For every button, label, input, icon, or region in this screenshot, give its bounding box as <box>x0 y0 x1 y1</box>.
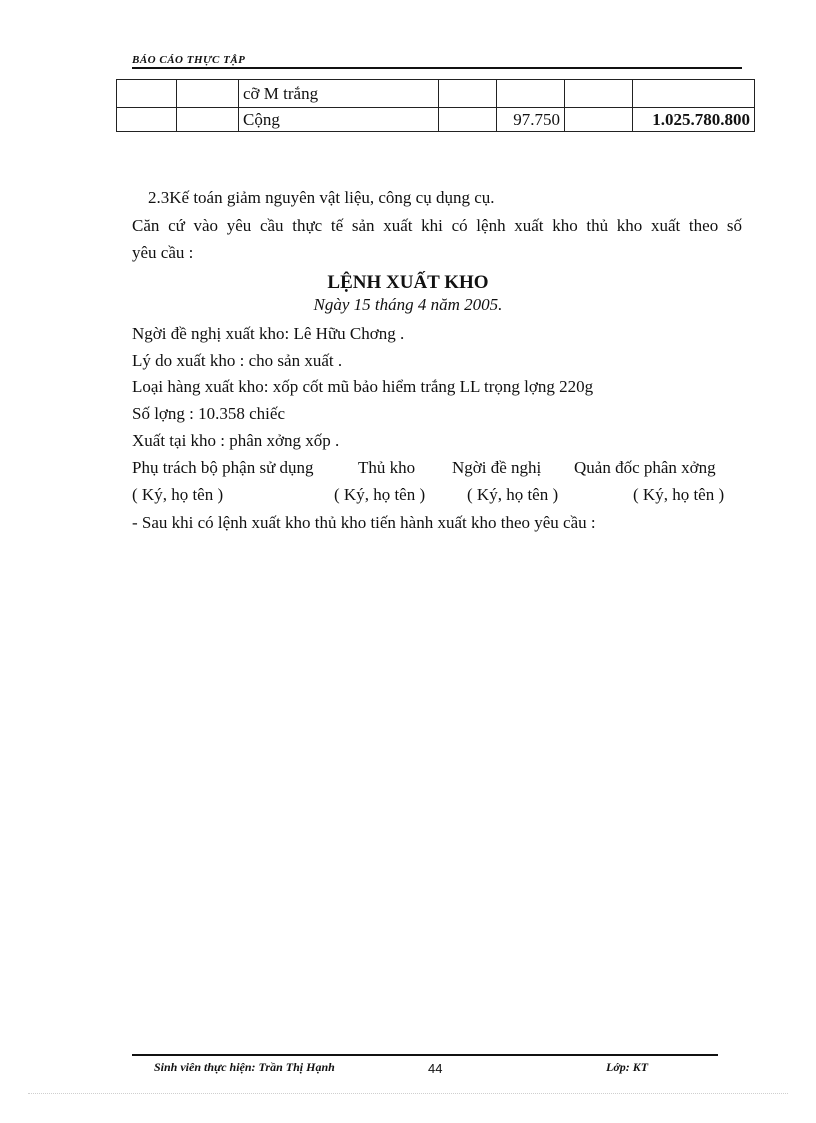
table-cell <box>439 80 497 108</box>
table-cell <box>565 80 633 108</box>
signer-usage-head: Phụ trách bộ phận sử dụng <box>132 458 314 477</box>
signer-workshop-manager: Quản đốc phân xởng <box>574 458 716 477</box>
sign-note: ( Ký, họ tên ) <box>467 485 559 504</box>
report-header-title: BÁO CÁO THỰC TẬP <box>132 54 246 66</box>
page-number: 44 <box>428 1061 443 1076</box>
table-cell: cỡ M trắng <box>239 80 439 108</box>
signer-storekeeper: Thủ kho <box>358 458 416 477</box>
header-rule <box>132 67 742 69</box>
section-heading: 2.3Kế toán giảm nguyên vật liệu, công cụ dụng cụ. <box>148 188 495 207</box>
order-date: Ngày 15 tháng 4 năm 2005. <box>313 295 503 314</box>
table-cell <box>497 80 565 108</box>
table-cell <box>633 80 755 108</box>
closing-line: - Sau khi có lệnh xuất kho thủ kho tiến hành xuất kho theo yêu cầu : <box>132 513 596 532</box>
table-cell <box>565 108 633 132</box>
warehouse-line: Xuất tại kho : phân xởng xốp . <box>132 431 340 450</box>
footer-class: Lớp: KT <box>606 1060 649 1074</box>
intro-line-1: Căn cứ vào yêu cầu thực tế sản xuất khi có lệnh xuất kho thủ kho xuất theo số <box>132 216 742 235</box>
intro-line-2: yêu cầu : <box>132 243 194 262</box>
total-label-cell: Cộng <box>239 108 439 132</box>
total-quantity-cell: 97.750 <box>497 108 565 132</box>
requester-line: Ngời đề nghị xuất kho: Lê Hữu Chơng . <box>132 324 405 343</box>
order-title: LỆNH XUẤT KHO <box>327 272 489 293</box>
sign-note: ( Ký, họ tên ) <box>334 485 426 504</box>
materials-table <box>116 79 755 132</box>
sign-note: ( Ký, họ tên ) <box>633 485 725 504</box>
total-amount-cell: 1.025.780.800 <box>633 108 755 132</box>
quantity-line: Số lợng : 10.358 chiếc <box>132 404 285 423</box>
table-cell <box>177 108 239 132</box>
table-cell <box>117 108 177 132</box>
reason-line: Lý do xuất kho : cho sản xuất . <box>132 351 343 370</box>
table-cell <box>439 108 497 132</box>
goods-type-line: Loại hàng xuất kho: xốp cốt mũ bảo hiểm trắng LL trọng lợng 220g <box>132 377 594 396</box>
signer-requester: Ngời đề nghị <box>452 458 542 477</box>
footer-student: Sinh viên thực hiện: Trần Thị Hạnh <box>154 1060 335 1074</box>
table-row <box>117 80 755 108</box>
page-edge-divider <box>28 1093 788 1094</box>
table-cell <box>177 80 239 108</box>
table-cell <box>117 80 177 108</box>
table-row <box>117 108 755 132</box>
footer-rule <box>132 1054 718 1056</box>
sign-note: ( Ký, họ tên ) <box>132 485 224 504</box>
